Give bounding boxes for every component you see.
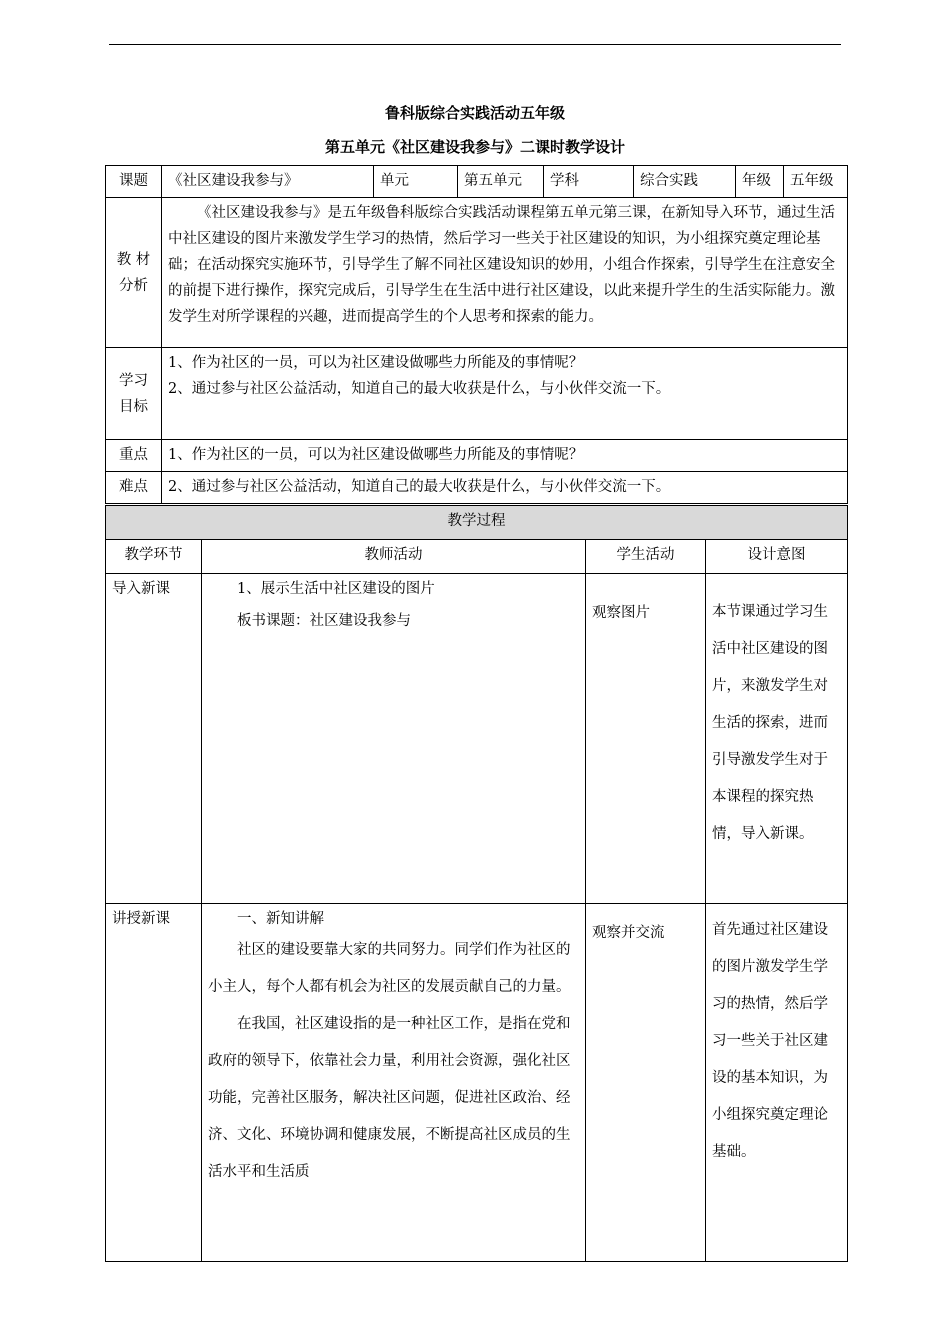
key-label: 重点: [106, 440, 162, 472]
difficulty-text: 2、通过参与社区公益活动，知道自己的最大收获是什么，与小伙伴交流一下。: [162, 472, 848, 504]
header-intent: 设计意图: [706, 540, 848, 574]
info-row-analysis: [106, 198, 848, 348]
process-row-intro: [106, 574, 848, 904]
teacher-intro-line1: 1、展示生活中社区建设的图片: [237, 581, 435, 597]
teacher-new-lesson-p1: 社区的建设要靠大家的共同努力。同学们作为社区的小主人，每个人都有机会为社区的发展贡献自己的力量。: [208, 942, 571, 995]
goals-text-cell: [162, 348, 848, 440]
doc-title-line2: 第五单元《社区建设我参与》二课时教学设计: [324, 138, 625, 156]
teacher-new-lesson-p2: 在我国，社区建设指的是一种社区工作，是指在党和政府的领导下，依靠社会力量，利用社会资源，强化社区功能，完善社区服务，解决社区问题，促进社区政治、经济、文化、环境协调和健康发展，不断提高社区成员的生活水平和生活质: [208, 1016, 571, 1180]
student-intro: 观察图片: [586, 574, 706, 904]
process-section-title: 教学过程: [106, 506, 848, 540]
analysis-label-line2: 分析: [119, 277, 148, 294]
info-row-difficulty: [106, 472, 848, 504]
teacher-intro-line2: 板书课题：社区建设我参与: [237, 613, 411, 629]
teacher-new-lesson-heading: 一、新知讲解: [237, 911, 324, 927]
process-row-new-lesson: [106, 904, 848, 1262]
info-row-key: [106, 440, 848, 472]
analysis-label: [106, 198, 162, 348]
intent-intro: 本节课通过学习生活中社区建设的图片，来激发学生对生活的探索，进而引导激发学生对于本课程的探究热情，导入新课。: [706, 574, 848, 904]
key-text: 1、作为社区的一员，可以为社区建设做哪些力所能及的事情呢？: [162, 440, 848, 472]
topic-value: 《社区建设我参与》: [162, 166, 374, 198]
header-rule: [109, 44, 841, 45]
student-new-lesson: 观察并交流: [586, 904, 706, 1262]
stage-new-lesson: 讲授新课: [106, 904, 202, 1262]
teaching-process-table: [105, 505, 848, 1262]
grade-label: 年级: [736, 166, 784, 198]
teacher-intro-cell: [202, 574, 586, 904]
analysis-text: 《社区建设我参与》是五年级鲁科版综合实践活动课程第五单元第三课，在新知导入环节，通过生活中社区建设的图片来激发学生学习的热情，然后学习一些关于社区建设的知识，为小组探究奠定理论基础；在活动探究实施环节，引导学生了解不同社区建设知识的妙用，小组合作探索，引导学生在注意安全的前提下进行操作，探究完成后，引导学生在生活中进行社区建设，以此来提升学生的生活实际能力。激发学生对所学课程的兴趣，进而提高学生的个人思考和探索的能力。: [168, 205, 835, 325]
topic-label: 课题: [106, 166, 162, 198]
header-stage: 教学环节: [106, 540, 202, 574]
intent-new-lesson: 首先通过社区建设的图片激发学生学习的热情，然后学习一些关于社区建设的基本知识，为小组探究奠定理论基础。: [706, 904, 848, 1262]
process-title-row: [106, 506, 848, 540]
analysis-label-line1: 教 材: [116, 251, 151, 268]
unit-value: 第五单元: [458, 166, 544, 198]
analysis-text-cell: [162, 198, 848, 348]
difficulty-label: 难点: [106, 472, 162, 504]
subject-value: 综合实践: [634, 166, 736, 198]
subject-label: 学科: [544, 166, 634, 198]
doc-title-line1: 鲁科版综合实践活动五年级: [384, 104, 565, 122]
unit-label: 单元: [374, 166, 458, 198]
goals-label-line1: 学习: [119, 372, 148, 389]
header-teacher: 教师活动: [202, 540, 586, 574]
stage-intro: 导入新课: [106, 574, 202, 904]
lesson-info-table: [105, 165, 848, 504]
goals-label: [106, 348, 162, 440]
header-student: 学生活动: [586, 540, 706, 574]
info-row-goals: [106, 348, 848, 440]
grade-value: 五年级: [784, 166, 848, 198]
info-row-basic: [106, 166, 848, 198]
process-header-row: [106, 540, 848, 574]
teacher-new-lesson-cell: [202, 904, 586, 1262]
goal-item-2: 2、通过参与社区公益活动，知道自己的最大收获是什么，与小伙伴交流一下。: [168, 381, 671, 397]
goals-label-line2: 目标: [119, 398, 148, 415]
goal-item-1: 1、作为社区的一员，可以为社区建设做哪些力所能及的事情呢？: [168, 355, 584, 371]
